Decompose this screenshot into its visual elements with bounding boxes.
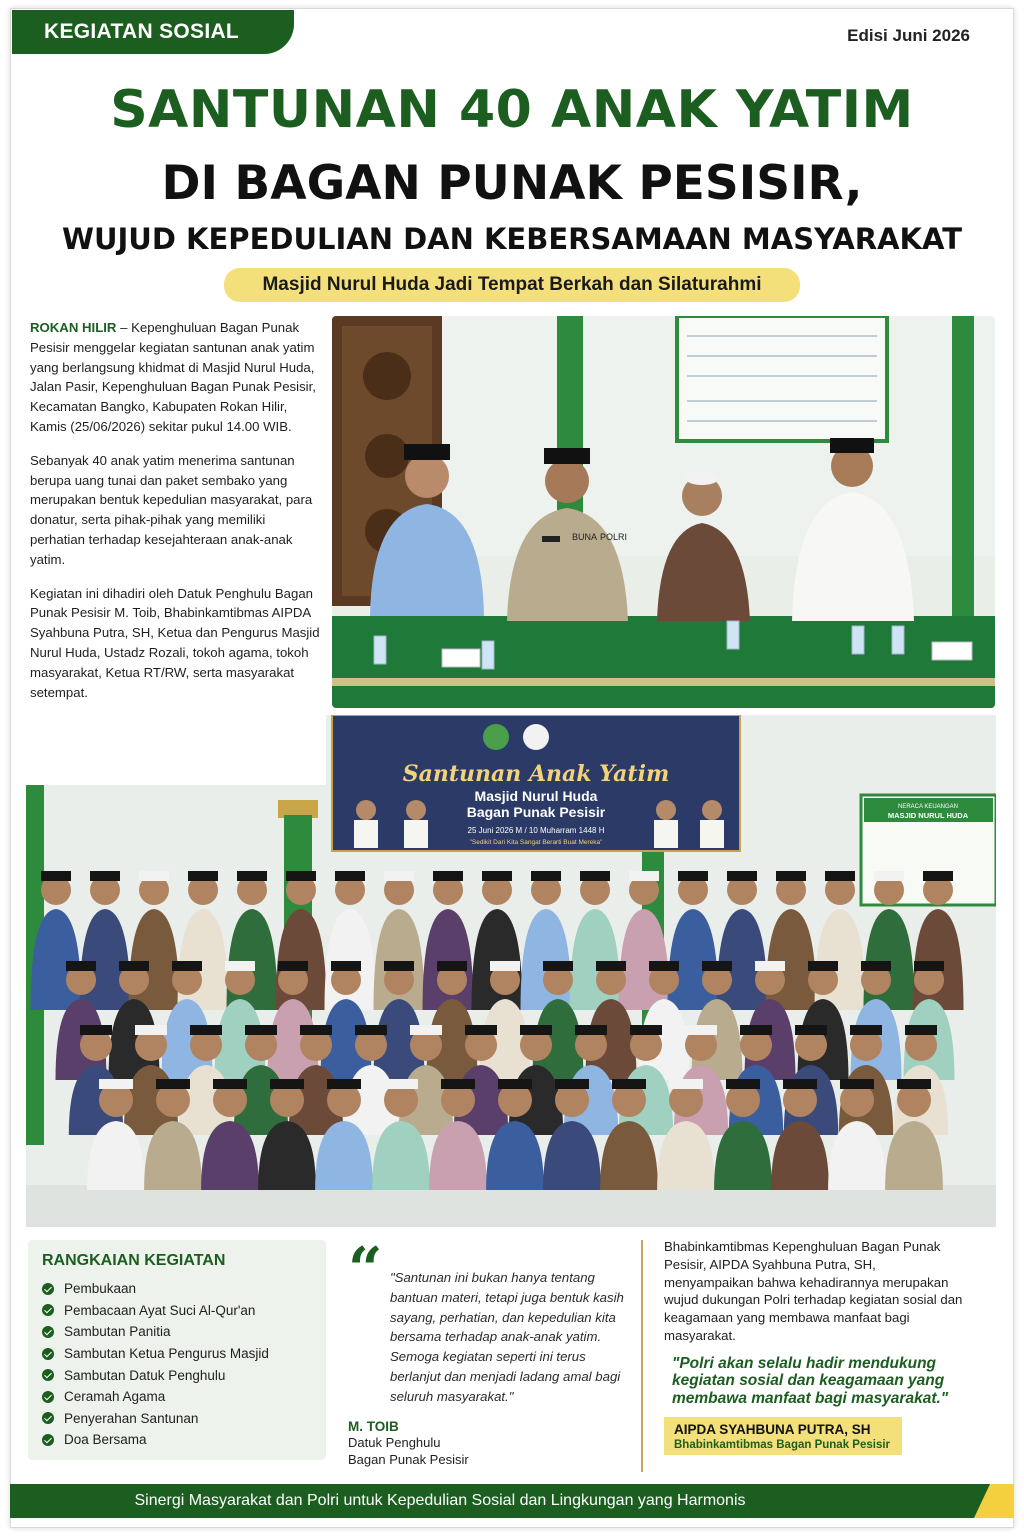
- banner-title: Santunan Anak Yatim: [402, 761, 670, 787]
- quote-speaker-role-1: Datuk Penghulu: [348, 1434, 441, 1450]
- person-cap: [629, 871, 659, 881]
- agenda-item: [42, 1408, 312, 1430]
- person-cap: [575, 1025, 607, 1035]
- statement-text: Bhabinkamtibmas Kepenghuluan Bagan Punak Pesisir, AIPDA Syahbuna Putra, SH, menyampaikan bahwa kehadirannya merupakan wujud dukungan Polri terhadap kegiatan sosial dan keagamaan yang membawa manfaat bagi masyarakat.: [664, 1239, 963, 1343]
- agenda-item-label: Sambutan Ketua Pengurus Masjid: [64, 1346, 269, 1362]
- subheadline: Masjid Nurul Huda Jadi Tempat Berkah dan Silaturahmi: [224, 268, 799, 302]
- person-cap: [783, 1079, 817, 1089]
- headline-line-2: DI BAGAN PUNAK PESISIR,: [161, 156, 863, 211]
- person-cap: [190, 1025, 222, 1035]
- headline-line-3: WUJUD KEPEDULIAN DAN KEBERSAMAAN MASYARAKAT: [61, 222, 963, 256]
- person-cap: [726, 1079, 760, 1089]
- intro-p1-text: – Kepenghuluan Bagan Punak Pesisir menggelar kegiatan santunan anak yatim yang berlangsung khidmat di Masjid Nurul Huda, Jalan Pasir, Kepenghuluan Bagan Punak Pesisir, Kecamatan Bangko, Kabupaten Rokan Hilir, Kamis (25/06/2026) sekitar pukul 14.00 WIB.: [30, 320, 316, 434]
- person-cap: [649, 961, 679, 971]
- column-divider: [641, 1240, 643, 1472]
- quote-speaker-name: M. TOIB: [348, 1418, 399, 1434]
- agenda-item: [42, 1278, 312, 1300]
- agenda-item: [42, 1300, 312, 1322]
- person-cap: [300, 1025, 332, 1035]
- person-cap: [286, 871, 316, 881]
- agenda-item: [42, 1364, 312, 1386]
- check-circle-icon: [42, 1369, 54, 1381]
- photo-nameplate: BUNA: [572, 532, 598, 542]
- agenda-item: [42, 1429, 312, 1451]
- person-cap: [740, 1025, 772, 1035]
- person-cap: [437, 961, 467, 971]
- person-cap: [410, 1025, 442, 1035]
- person-cap: [465, 1025, 497, 1035]
- person-cap: [905, 1025, 937, 1035]
- agenda-item-label: Pembacaan Ayat Suci Al-Qur'an: [64, 1302, 256, 1318]
- edition-label: Edisi Juni 2026: [847, 26, 970, 45]
- statement-quote: "Polri akan selalu hadir mendukung kegiatan sosial dan keagamaan yang membawa manfaat bagi masyarakat.": [672, 1354, 949, 1407]
- person-cap: [172, 961, 202, 971]
- check-circle-icon: [42, 1434, 54, 1446]
- person-cap: [795, 1025, 827, 1035]
- person-cap: [441, 1079, 475, 1089]
- photo-officials-seated: [332, 316, 995, 708]
- person-cap: [874, 871, 904, 881]
- banner-date: 25 Juni 2026 M / 10 Muharram 1448 H: [467, 826, 605, 835]
- check-circle-icon: [42, 1326, 54, 1338]
- person-cap: [520, 1025, 552, 1035]
- person-cap: [245, 1025, 277, 1035]
- quote-text: "Santunan ini bukan hanya tentang bantuan materi, tetapi juga bentuk kasih sayang, perhatian, dan kepedulian kita bersama terhadap anak-anak yatim. Semoga kegiatan seperti ini terus berlanjut dan menjadi ladang amal bagi seluruh masyarakat.": [390, 1270, 624, 1404]
- person-cap: [384, 871, 414, 881]
- banner-line-1: Masjid Nurul Huda: [474, 788, 598, 804]
- quote-mark-icon: “: [348, 1235, 383, 1305]
- person-cap: [490, 961, 520, 971]
- person-cap: [727, 871, 757, 881]
- subheadline-wrap: [0, 268, 1024, 302]
- photo-badge: POLRI: [600, 532, 628, 542]
- person-cap: [685, 1025, 717, 1035]
- person-cap: [41, 871, 71, 881]
- person-cap: [188, 871, 218, 881]
- person-cap: [808, 961, 838, 971]
- footer-bar: [10, 1484, 1014, 1518]
- person-cap: [335, 871, 365, 881]
- person-cap: [669, 1079, 703, 1089]
- footer-accent: [974, 1484, 1014, 1518]
- person-cap: [384, 1079, 418, 1089]
- person-cap: [630, 1025, 662, 1035]
- agenda-item-label: Penyerahan Santunan: [64, 1410, 199, 1426]
- agenda-item-label: Doa Bersama: [64, 1432, 147, 1448]
- agenda-item: [42, 1343, 312, 1365]
- person-cap: [580, 871, 610, 881]
- footer-text: Sinergi Masyarakat dan Polri untuk Kepedulian Sosial dan Lingkungan yang Harmonis: [134, 1492, 746, 1509]
- intro-article: [30, 318, 320, 716]
- person-cap: [850, 1025, 882, 1035]
- person-cap: [90, 871, 120, 881]
- person-cap: [612, 1079, 646, 1089]
- board-line-1: NERACA KEUANGAN: [897, 804, 959, 810]
- quote-speaker-role-2: Bagan Punak Pesisir: [348, 1451, 469, 1467]
- agenda-item: [42, 1386, 312, 1408]
- person-cap: [825, 871, 855, 881]
- intro-paragraph-1: [30, 318, 320, 437]
- intro-paragraph-3: Kegiatan ini dihadiri oleh Datuk Penghulu Bagan Punak Pesisir M. Toib, Bhabinkamtibmas AIPDA Syahbuna Putra, SH, Ketua dan Pengurus Masjid Nurul Huda, Ustadz Rozali, tokoh agama, tokoh masyarakat, Ketua RT/RW, serta masyarakat setempat.: [30, 585, 320, 700]
- speaker-name: AIPDA SYAHBUNA PUTRA, SH: [674, 1422, 871, 1438]
- person-cap: [99, 1079, 133, 1089]
- check-circle-icon: [42, 1283, 54, 1295]
- person-cap: [555, 1079, 589, 1089]
- pull-quote: [348, 1235, 638, 1468]
- person-cap: [840, 1079, 874, 1089]
- person-cap: [213, 1079, 247, 1089]
- person-cap: [66, 961, 96, 971]
- photo-officials-illustration: [332, 316, 995, 708]
- person-cap: [914, 961, 944, 971]
- person-cap: [156, 1079, 190, 1089]
- photo-group-illustration: [26, 715, 996, 1227]
- person-cap: [225, 961, 255, 971]
- agenda-item-label: Sambutan Panitia: [64, 1324, 171, 1340]
- person-cap: [331, 961, 361, 971]
- person-cap: [482, 871, 512, 881]
- banner-line-2: Bagan Punak Pesisir: [466, 804, 606, 820]
- person-cap: [278, 961, 308, 971]
- person-cap: [498, 1079, 532, 1089]
- person-cap: [80, 1025, 112, 1035]
- person-cap: [702, 961, 732, 971]
- person-cap: [776, 871, 806, 881]
- check-circle-icon: [42, 1304, 54, 1316]
- person-cap: [139, 871, 169, 881]
- person-cap: [135, 1025, 167, 1035]
- agenda-item-label: Pembukaan: [64, 1281, 137, 1297]
- person-cap: [237, 871, 267, 881]
- headline-line-1: SANTUNAN 40 ANAK YATIM: [110, 80, 914, 140]
- person-cap: [270, 1079, 304, 1089]
- person-cap: [923, 871, 953, 881]
- person-cap: [327, 1079, 361, 1089]
- agenda-item-label: Ceramah Agama: [64, 1389, 166, 1405]
- person-cap: [355, 1025, 387, 1035]
- person-cap: [531, 871, 561, 881]
- person-cap: [543, 961, 573, 971]
- person-cap: [433, 871, 463, 881]
- dateline-location: ROKAN HILIR: [30, 320, 117, 335]
- person-cap: [755, 961, 785, 971]
- person-cap: [384, 961, 414, 971]
- person-cap: [678, 871, 708, 881]
- section-tag: KEGIATAN SOSIAL: [12, 10, 294, 54]
- intro-paragraph-2: Sebanyak 40 anak yatim menerima santunan berupa uang tunai dan paket sembako yang merupakan bentuk kepedulian masyarakat, para donatur, serta pihak-pihak yang memiliki perhatian terhadap kesejahteraan anak-anak yatim.: [30, 452, 313, 567]
- speaker-name-box: [664, 1417, 902, 1455]
- agenda-item: [42, 1321, 312, 1343]
- banner-tagline: "Sedikit Dari Kita Sangat Berarti Buat Mereka": [469, 839, 603, 846]
- person-cap: [861, 961, 891, 971]
- person-cap: [119, 961, 149, 971]
- person-cap: [596, 961, 626, 971]
- board-line-2: MASJID NURUL HUDA: [887, 811, 969, 820]
- police-statement: [664, 1238, 964, 1455]
- agenda-box: [28, 1240, 326, 1460]
- agenda-list: [42, 1278, 312, 1451]
- person-cap: [897, 1079, 931, 1089]
- photo-group: [26, 715, 996, 1227]
- agenda-title: RANGKAIAN KEGIATAN: [42, 1252, 226, 1269]
- check-circle-icon: [42, 1391, 54, 1403]
- check-circle-icon: [42, 1412, 54, 1424]
- check-circle-icon: [42, 1348, 54, 1360]
- speaker-role: Bhabinkamtibmas Bagan Punak Pesisir: [674, 1439, 891, 1452]
- agenda-item-label: Sambutan Datuk Penghulu: [64, 1367, 226, 1383]
